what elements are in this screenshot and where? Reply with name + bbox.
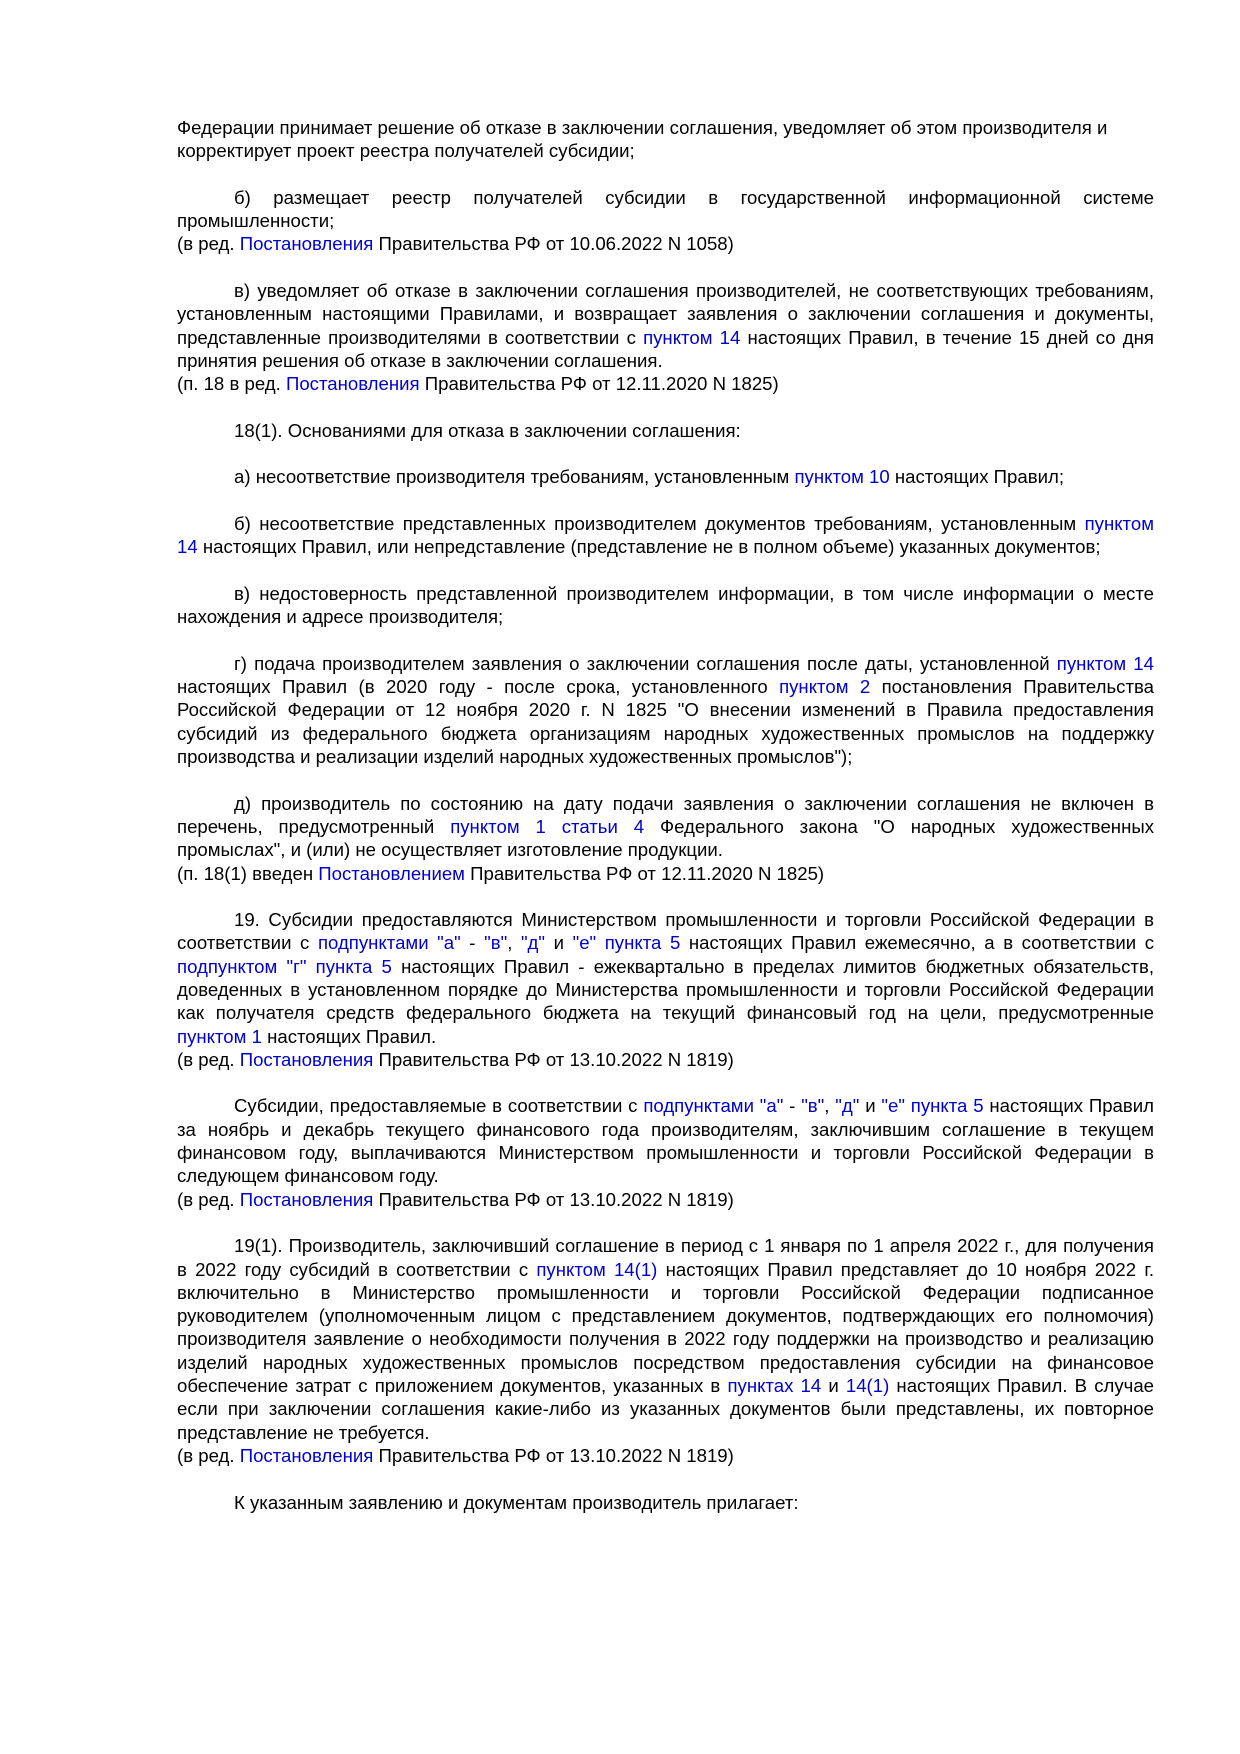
text-segment: в) недостоверность представленной производителем информации, в том числе информации о месте нахождения и адресе производителя; — [177, 582, 1154, 628]
text-segment: настоящих Правил ежемесячно, а в соответствии с — [680, 932, 1155, 954]
text-segment: б) несоответствие представленных производителем документов требованиям, установленным — [234, 513, 1085, 535]
paragraph-spacer — [177, 768, 1154, 791]
paragraph — [177, 419, 1154, 442]
paragraph-spacer — [177, 885, 1154, 908]
text-segment: постановления Правительства Российской Федерации от 12 ноября 2020 г. N 1825 "О внесении изменений в Правила предоставления субсидий из федерального бюджета организациям народных художественных промыслов на поддержку производства и реализации изделий народных художественных промыслов"); — [177, 676, 1154, 768]
paragraph-spacer — [177, 396, 1154, 419]
paragraph — [177, 908, 1154, 1048]
text-segment: настоящих Правил, или непредставление (представление не в полном объеме) указанных документов; — [197, 536, 1101, 558]
paragraph — [177, 1491, 1154, 1514]
text-segment: настоящих Правил - ежеквартально в пределах лимитов бюджетных обязательств, доведенных в установленном порядке до Министерства промышленности и торговли Российской Федерации как получателя средств федерального бюджета на текущий финансовый год на цели, предусмотренные — [177, 955, 1154, 1024]
text-segment: д) производитель по состоянию на дату подачи заявления о заключении соглашения не включен в перечень, предусмотренный — [177, 792, 1154, 837]
text-segment: Федерального закона "О народных художественных промыслах", и (или) не осуществляет изготовление продукции. — [177, 815, 1154, 861]
text-segment: Правительства РФ от 10.06.2022 N 1058) — [373, 233, 734, 255]
paragraph — [177, 465, 1154, 488]
text-segment: - — [460, 932, 485, 954]
reference-link[interactable]: подпунктами "а" — [643, 1095, 784, 1117]
reference-link[interactable]: пунктом 2 — [779, 676, 871, 698]
reference-link[interactable]: пунктом 10 — [794, 466, 890, 488]
reference-link[interactable]: "в" — [801, 1095, 825, 1117]
text-segment: , — [824, 1095, 836, 1117]
text-segment: настоящих Правил. — [261, 1025, 437, 1047]
text-segment: 18(1). Основаниями для отказа в заключении соглашения: — [234, 419, 741, 441]
text-segment: Федерации принимает решение об отказе в заключении соглашения, уведомляет об этом производителя и корректирует проект реестра получателей субсидии; — [177, 117, 1108, 162]
text-segment: настоящих Правил представляет до 10 ноября 2022 г. включительно в Министерство промышленности и торговли Российской Федерации подписанное руководителем (уполномоченным лицом с представлением документов, подтверждающих его полномочия) производителя заявление о необходимости получения в 2022 году поддержки на производство и реализацию изделий народных художественных промыслов посредством предоставления субсидии на финансовое обеспечение затрат с приложением документов, указанных в — [177, 1258, 1154, 1397]
paragraph-spacer — [177, 489, 1154, 512]
text-segment: (п. 18(1) введен — [177, 862, 319, 884]
text-segment: настоящих Правил; — [889, 466, 1064, 488]
text-segment: (в ред. — [177, 1188, 240, 1210]
reference-link[interactable]: пунктом 1 — [177, 1025, 262, 1047]
text-segment: Правительства РФ от 13.10.2022 N 1819) — [373, 1188, 734, 1210]
text-segment: (в ред. — [177, 1444, 240, 1466]
paragraph-spacer — [177, 1071, 1154, 1094]
reference-link[interactable]: пунктом 1 статьи 4 — [450, 815, 645, 837]
paragraph — [177, 279, 1154, 372]
paragraph-spacer — [177, 629, 1154, 652]
reference-link[interactable]: "е" пункта 5 — [881, 1095, 984, 1117]
reference-link[interactable]: подпунктами "а" — [317, 932, 461, 954]
paragraph — [177, 792, 1154, 862]
text-segment: (в ред. — [177, 233, 240, 255]
paragraph — [177, 1234, 1154, 1444]
reference-link[interactable]: "д" — [835, 1095, 860, 1117]
paragraph-spacer — [177, 442, 1154, 465]
paragraph-spacer — [177, 1467, 1154, 1490]
text-segment: и — [545, 932, 573, 954]
text-segment: и — [859, 1095, 882, 1117]
text-segment: а) несоответствие производителя требованиям, установленным — [234, 466, 795, 488]
reference-link[interactable]: Постановления — [285, 373, 420, 395]
text-segment: настоящих Правил (в 2020 году - после срока, установленного — [177, 676, 780, 698]
paragraph — [177, 186, 1154, 233]
amendment-note — [177, 232, 1154, 255]
text-segment: , — [507, 932, 521, 954]
paragraph — [177, 582, 1154, 629]
reference-link[interactable]: пунктах 14 — [727, 1375, 822, 1397]
text-segment: в) уведомляет об отказе в заключении соглашения производителей, не соответствующих требованиям, установленным настоящими Правилами, и возвращает заявления о заключении соглашения и документы, представленные производителями в соответствии с — [177, 280, 1154, 348]
text-segment: настоящих Правил. В случае если при заключении соглашения какие-либо из указанных документов были представлены, их повторное представление не требуется. — [177, 1375, 1155, 1443]
reference-link[interactable]: "д" — [520, 932, 546, 954]
text-segment: Правительства РФ от 13.10.2022 N 1819) — [373, 1444, 734, 1466]
amendment-note — [177, 862, 1154, 885]
text-segment: К указанным заявлению и документам производитель прилагает: — [234, 1491, 799, 1513]
reference-link[interactable]: "е" пункта 5 — [572, 932, 681, 954]
text-segment: настоящих Правил, в течение 15 дней со дня принятия решения об отказе в заключении соглашения. — [177, 326, 1154, 371]
reference-link[interactable]: пунктом 14 — [1056, 652, 1154, 674]
text-segment: 19(1). Производитель, заключивший соглашение в период с 1 января по 1 апреля 2022 г., для получения в 2022 году субсидий в соответствии с — [177, 1235, 1154, 1280]
text-segment: - — [783, 1095, 802, 1117]
text-segment: (п. 18 в ред. — [177, 373, 286, 395]
text-segment: Правительства РФ от 12.11.2020 N 1825) — [464, 862, 825, 884]
reference-link[interactable]: Постановления — [239, 1444, 374, 1466]
text-segment: и — [821, 1375, 846, 1397]
amendment-note — [177, 1444, 1154, 1467]
paragraph-spacer — [177, 163, 1154, 186]
text-segment: г) подача производителем заявления о заключении соглашения после даты, установленной — [234, 652, 1057, 674]
text-segment: (в ред. — [177, 1048, 240, 1070]
amendment-note — [177, 372, 1154, 395]
paragraph-spacer — [177, 256, 1154, 279]
text-segment: Правительства РФ от 12.11.2020 N 1825) — [419, 373, 779, 395]
reference-link[interactable]: пунктом 14(1) — [536, 1258, 658, 1280]
text-segment: б) размещает реестр получателей субсидии в государственной информационной системе промышленности; — [177, 186, 1154, 232]
text-segment: настоящих Правил за ноябрь и декабрь текущего финансового года производителям, заключившим соглашение в текущем финансовом году, выплачиваются Министерством промышленности и торговли Российской Федерации в следующем финансовом году. — [177, 1095, 1155, 1187]
reference-link[interactable]: пунктом 14 — [643, 326, 741, 348]
reference-link[interactable]: Постановления — [239, 233, 374, 255]
reference-link[interactable]: "в" — [484, 932, 508, 954]
reference-link[interactable]: подпунктом "г" пункта 5 — [177, 955, 392, 977]
paragraph — [177, 652, 1154, 768]
reference-link[interactable]: Постановлением — [318, 862, 465, 884]
paragraph-spacer — [177, 1211, 1154, 1234]
text-segment: 19. Субсидии предоставляются Министерством промышленности и торговли Российской Федерации в соответствии с — [177, 909, 1154, 954]
paragraph-spacer — [177, 559, 1154, 582]
paragraph — [177, 116, 1154, 163]
paragraph — [177, 1094, 1154, 1187]
reference-link[interactable]: пунктом 14 — [177, 513, 1154, 558]
reference-link[interactable]: Постановления — [239, 1188, 374, 1210]
amendment-note — [177, 1188, 1154, 1211]
amendment-note — [177, 1048, 1154, 1071]
text-segment: Субсидии, предоставляемые в соответствии с — [234, 1095, 644, 1117]
reference-link[interactable]: 14(1) — [845, 1375, 890, 1397]
paragraph — [177, 512, 1154, 559]
text-segment: Правительства РФ от 13.10.2022 N 1819) — [373, 1048, 734, 1070]
document-page — [177, 116, 1154, 1514]
reference-link[interactable]: Постановления — [239, 1048, 374, 1070]
